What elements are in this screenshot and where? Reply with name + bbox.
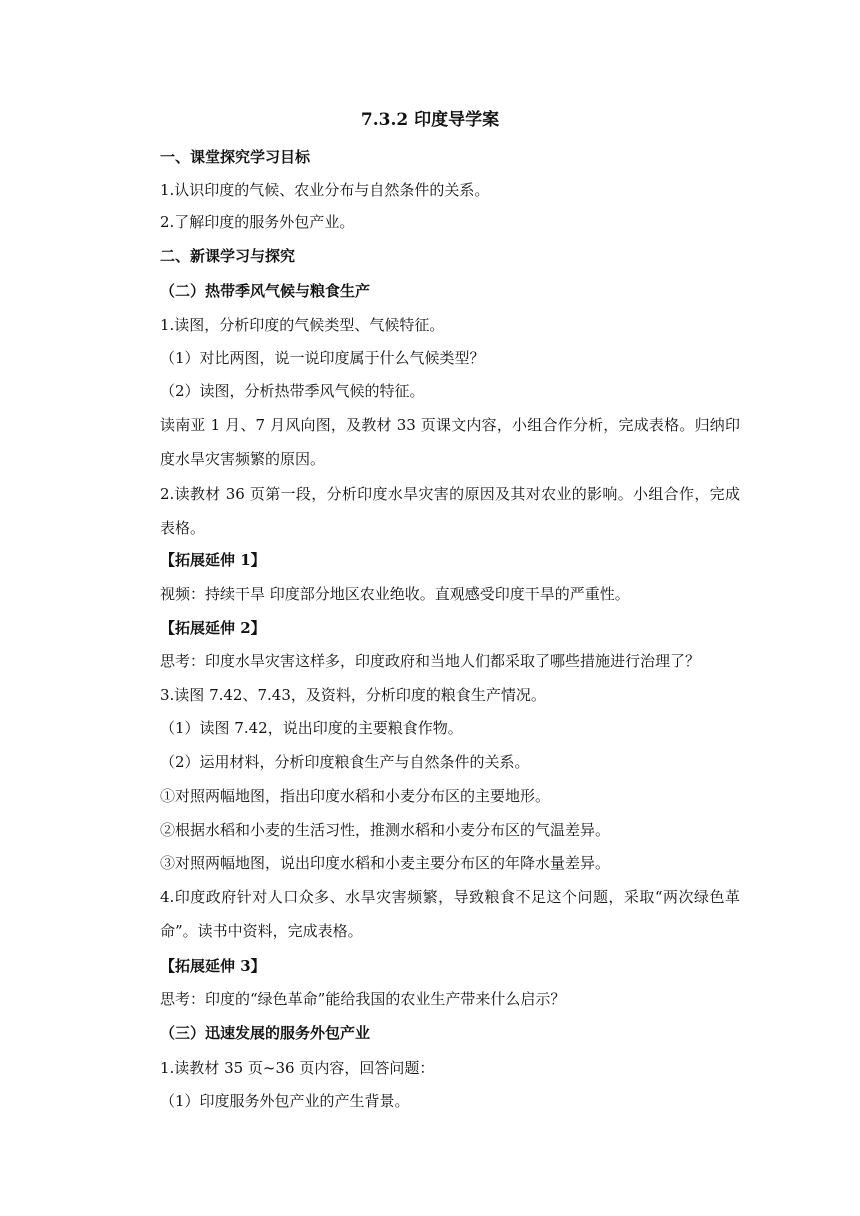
extension-heading-2: 【拓展延伸 2】 — [160, 619, 266, 637]
paragraph: 思考：印度水旱灾害这样多，印度政府和当地人们都采取了哪些措施进行治理了？ — [160, 652, 701, 670]
paragraph: ①对照两幅地图，指出印度水稻和小麦分布区的主要地形。 — [160, 787, 551, 805]
paragraph: 2.读教材 36 页第一段，分析印度水旱灾害的原因及其对农业的影响。小组合作，完成表格。 — [160, 485, 740, 537]
paragraph: ③对照两幅地图，说出印度水稻和小麦主要分布区的年降水量差异。 — [160, 854, 611, 872]
paragraph: 3.读图 7.42、7.43，及资料，分析印度的粮食生产情况。 — [160, 686, 546, 704]
goal-item-2: 2.了解印度的服务外包产业。 — [160, 213, 355, 231]
paragraph: （1）读图 7.42，说出印度的主要粮食作物。 — [160, 719, 463, 737]
paragraph: 1.读图，分析印度的气候类型、气候特征。 — [160, 316, 445, 334]
section-heading-goals: 一、课堂探究学习目标 — [160, 148, 311, 166]
paragraph: 思考：印度的“绿色革命”能给我国的农业生产带来什么启示？ — [160, 990, 566, 1008]
subsection-heading-outsourcing: （三）迅速发展的服务外包产业 — [160, 1024, 371, 1042]
document-title: 7.3.2 印度导学案 — [360, 110, 500, 130]
paragraph: （1）印度服务外包产业的产生背景。 — [160, 1092, 410, 1110]
subsection-heading-monsoon: （二）热带季风气候与粮食生产 — [160, 282, 371, 300]
extension-heading-1: 【拓展延伸 1】 — [160, 551, 266, 569]
paragraph: （2）运用材料，分析印度粮食生产与自然条件的关系。 — [160, 753, 530, 771]
section-heading-new-lesson: 二、新课学习与探究 — [160, 247, 296, 265]
extension-heading-3: 【拓展延伸 3】 — [160, 957, 266, 975]
goal-item-1: 1.认识印度的气候、农业分布与自然条件的关系。 — [160, 181, 490, 199]
paragraph: （1）对比两图，说一说印度属于什么气候类型？ — [160, 349, 485, 367]
paragraph: ②根据水稻和小麦的生活习性，推测水稻和小麦分布区的气温差异。 — [160, 821, 611, 839]
paragraph: 4.印度政府针对人口众多、水旱灾害频繁，导致粮食不足这个问题，采取“两次绿色革命”。读书中资料，完成表格。 — [160, 888, 740, 940]
paragraph: 1.读教材 35 页~36 页内容，回答问题： — [160, 1059, 435, 1077]
paragraph: 读南亚 1 月、7 月风向图，及教材 33 页课文内容，小组合作分析，完成表格。归纳印度水旱灾害频繁的原因。 — [160, 416, 740, 468]
paragraph: （2）读图，分析热带季风气候的特征。 — [160, 382, 425, 400]
paragraph: 视频：持续干旱 印度部分地区农业绝收。直观感受印度干旱的严重性。 — [160, 585, 630, 603]
